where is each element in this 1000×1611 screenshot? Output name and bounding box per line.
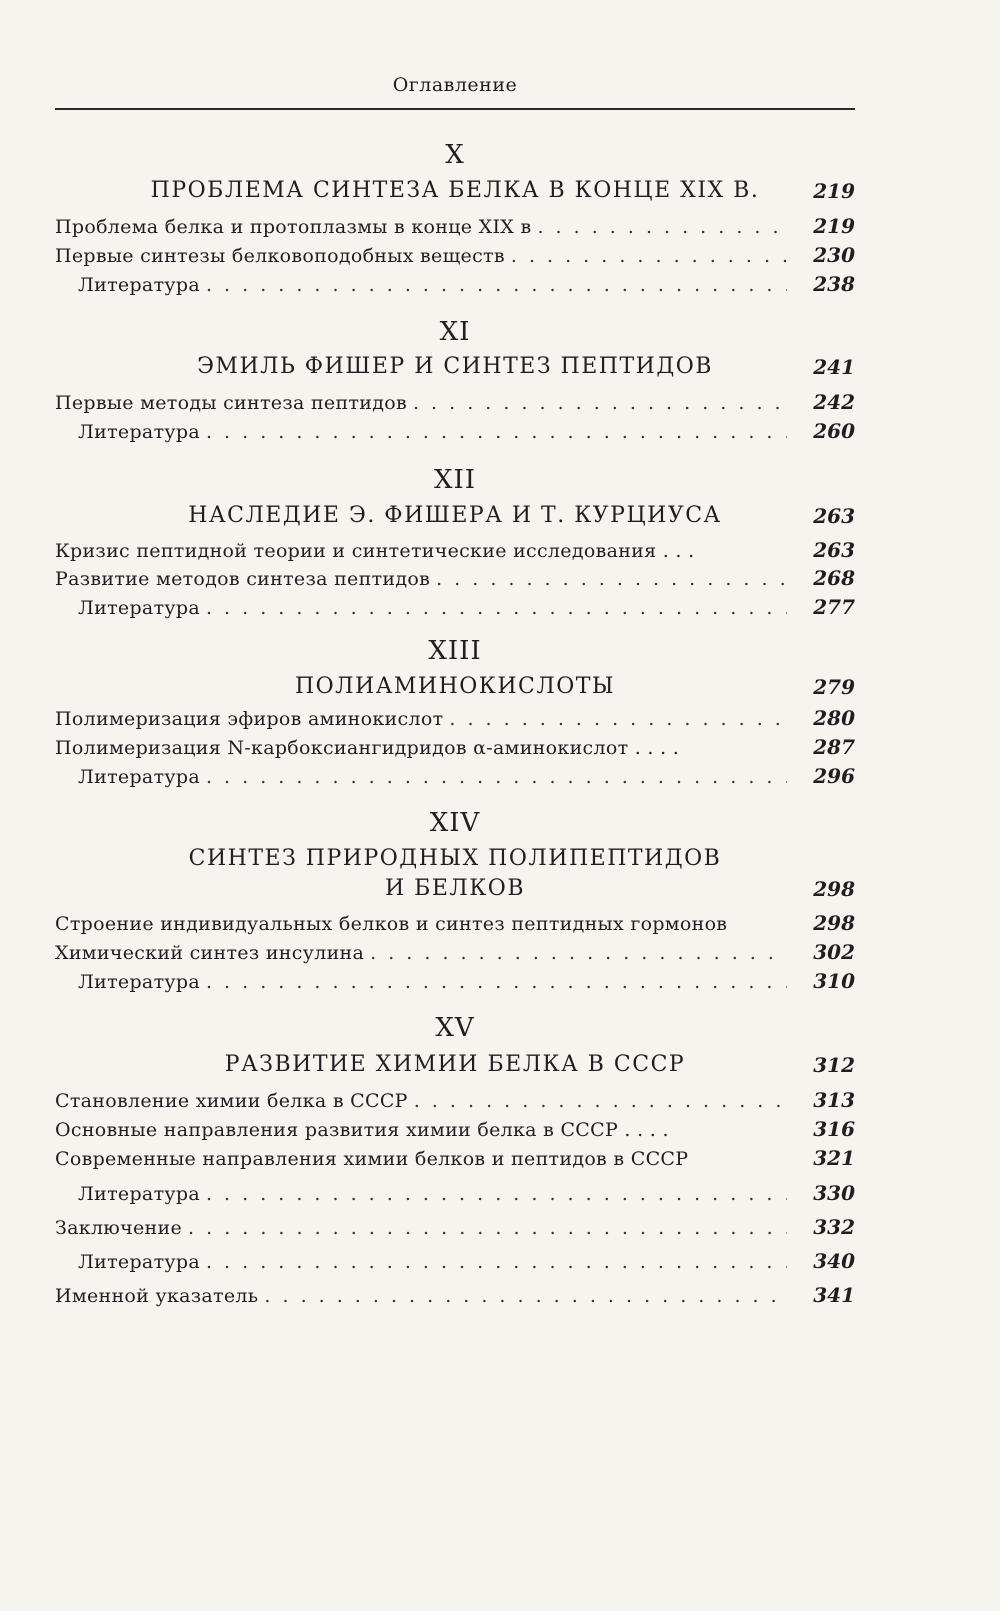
entry-page: 287	[813, 735, 855, 759]
toc-entry[interactable]	[55, 1116, 855, 1142]
entry-page: 219	[813, 214, 855, 238]
running-head: Оглавление	[392, 74, 518, 96]
entry-label: Литература	[78, 766, 200, 788]
chapter-title-text: НАСЛЕДИЕ Э. ФИШЕРА И Т. КУРЦИУСА	[188, 503, 722, 528]
entry-label: Современные направления химии белков и пептидов в СССР	[55, 1148, 689, 1170]
chapter-number: XII	[433, 465, 477, 495]
chapter-number: XIV	[429, 808, 481, 838]
chapter-title	[55, 501, 855, 531]
dot-leader	[206, 272, 787, 298]
entry-page: 298	[813, 911, 855, 935]
entry-label: Химический синтез инсулина	[55, 942, 365, 964]
toc-entry[interactable]	[55, 565, 855, 591]
dot-leader	[206, 1181, 787, 1207]
chapter-page: 263	[813, 504, 855, 528]
chapter-page: 312	[813, 1053, 855, 1077]
toc-entry[interactable]	[55, 939, 855, 965]
toc-entry-literature[interactable]	[78, 1248, 855, 1274]
entry-page: 341	[813, 1283, 855, 1307]
toc-entry[interactable]	[55, 1145, 855, 1171]
entry-page: 330	[813, 1181, 855, 1205]
entry-label: Основные направления развития химии белка в СССР . . . .	[55, 1119, 669, 1141]
chapter-title-text: РАЗВИТИЕ ХИМИИ БЕЛКА В СССР	[224, 1052, 686, 1077]
entry-page: 310	[813, 969, 855, 993]
dot-leader	[188, 1215, 787, 1241]
toc-entry[interactable]	[55, 389, 855, 415]
entry-label: Литература	[78, 274, 200, 296]
entry-page: 260	[813, 419, 855, 443]
dot-leader	[206, 595, 787, 621]
entry-page: 280	[813, 706, 855, 730]
dot-leader	[264, 1283, 787, 1309]
chapter-title-text-line1: СИНТЕЗ ПРИРОДНЫХ ПОЛИПЕПТИДОВ	[188, 846, 722, 871]
entry-label: Становление химии белка в СССР	[55, 1090, 408, 1112]
entry-label: Литература	[78, 1183, 200, 1205]
chapter-title-text-line2: И БЕЛКОВ	[385, 876, 525, 901]
toc-entry-literature[interactable]	[78, 271, 855, 297]
entry-page: 296	[813, 764, 855, 788]
entry-label: Полимеризация эфиров аминокислот	[55, 708, 444, 730]
dot-leader	[206, 419, 787, 445]
chapter-title	[55, 672, 855, 702]
entry-page: 242	[813, 390, 855, 414]
toc-entry-name-index[interactable]	[55, 1282, 855, 1308]
entry-label: Строение индивидуальных белков и синтез пептидных гормонов	[55, 913, 728, 935]
entry-label: Развитие методов синтеза пептидов	[55, 568, 431, 590]
chapter-title-text: ПРОБЛЕМА СИНТЕЗА БЕЛКА В КОНЦЕ XIX В.	[150, 178, 760, 203]
entry-label: Первые синтезы белковоподобных веществ	[55, 245, 505, 267]
entry-label: Первые методы синтеза пептидов	[55, 392, 407, 414]
entry-page: 238	[813, 272, 855, 296]
entry-page: 313	[813, 1088, 855, 1112]
chapter-title-text: ЭМИЛЬ ФИШЕР И СИНТЕЗ ПЕПТИДОВ	[197, 354, 713, 379]
entry-page: 268	[813, 566, 855, 590]
header-rule	[55, 108, 855, 110]
toc-entry-conclusion[interactable]	[55, 1214, 855, 1240]
entry-page: 340	[813, 1249, 855, 1273]
toc-entry[interactable]	[55, 705, 855, 731]
dot-leader	[206, 764, 787, 790]
entry-page: 332	[813, 1215, 855, 1239]
entry-page: 277	[813, 595, 855, 619]
toc-entry-literature[interactable]	[78, 594, 855, 620]
dot-leader	[206, 1249, 787, 1275]
chapter-title	[55, 1050, 855, 1080]
toc-entry[interactable]	[55, 910, 855, 936]
toc-entry-literature[interactable]	[78, 418, 855, 444]
entry-page: 302	[813, 940, 855, 964]
entry-page: 263	[813, 538, 855, 562]
chapter-page: 279	[813, 675, 855, 699]
dot-leader	[413, 390, 787, 416]
entry-label: Заключение	[55, 1217, 183, 1239]
entry-page: 230	[813, 243, 855, 267]
dot-leader	[511, 243, 787, 269]
chapter-number: X	[445, 140, 465, 170]
dot-leader	[436, 566, 787, 592]
chapter-number: XI	[439, 317, 471, 347]
toc-entry-literature[interactable]	[78, 968, 855, 994]
entry-label: Именной указатель	[55, 1285, 259, 1307]
chapter-page: 241	[813, 355, 855, 379]
toc-entry[interactable]	[55, 213, 855, 239]
toc-entry[interactable]	[55, 1087, 855, 1113]
entry-label: Полимеризация N-карбоксиангидридов α-аминокислот . . . .	[55, 737, 680, 759]
dot-leader	[449, 706, 787, 732]
chapter-number: XV	[435, 1013, 475, 1043]
entry-page: 321	[813, 1146, 855, 1170]
dot-leader	[370, 940, 787, 966]
dot-leader	[414, 1088, 787, 1114]
entry-label: Кризис пептидной теории и синтетические исследования . . .	[55, 540, 695, 562]
toc-entry-literature[interactable]	[78, 763, 855, 789]
entry-label: Литература	[78, 421, 200, 443]
chapter-title-text: ПОЛИАМИНОКИСЛОТЫ	[294, 674, 616, 699]
toc-entry[interactable]	[55, 734, 855, 760]
chapter-title	[55, 176, 855, 206]
entry-label: Проблема белка и протоплазмы в конце XIX в	[55, 216, 532, 238]
chapter-page: 219	[813, 179, 855, 203]
entry-label: Литература	[78, 971, 200, 993]
chapter-number: XIII	[428, 636, 482, 666]
entry-label: Литература	[78, 597, 200, 619]
toc-entry[interactable]	[55, 242, 855, 268]
entry-label: Литература	[78, 1251, 200, 1273]
chapter-title	[55, 352, 855, 382]
toc-entry[interactable]	[55, 537, 855, 563]
toc-entry-literature[interactable]	[78, 1180, 855, 1206]
dot-leader	[206, 969, 787, 995]
chapter-title	[55, 844, 855, 904]
chapter-page: 298	[813, 877, 855, 901]
dot-leader	[537, 214, 787, 240]
entry-page: 316	[813, 1117, 855, 1141]
